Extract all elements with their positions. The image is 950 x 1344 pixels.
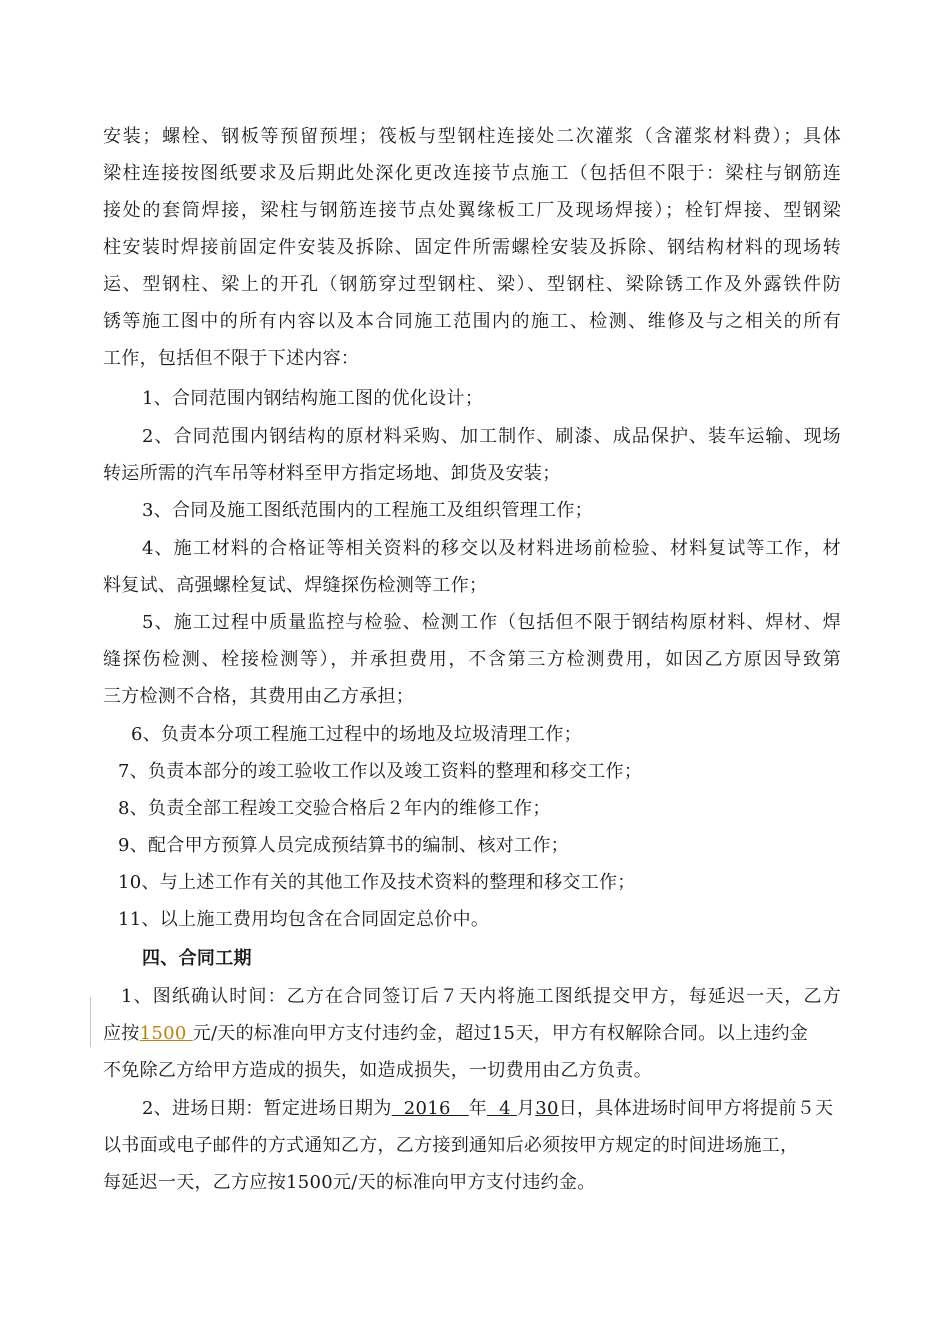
intro-line-5: 运、型钢柱、梁上的开孔（钢筋穿过型钢柱、梁）、型钢柱、梁除锈工作及外露铁件防 — [103, 274, 841, 295]
intro-line-4: 柱安装时焊接前固定件安装及拆除、固定件所需螺栓安装及拆除、钢结构材料的现场转 — [103, 237, 841, 258]
scope-item-9: 9、配合甲方预算人员完成预结算书的编制、核对工作； — [118, 835, 569, 856]
scope-item-4-line-2: 料复试、高强螺栓复试、焊缝探伤检测等工作； — [103, 575, 488, 596]
entry-day: 30 — [535, 1098, 559, 1119]
entry-month: 4 — [487, 1098, 517, 1119]
term-1-line-3: 不免除乙方给甲方造成的损失，如造成损失，一切费用由乙方负责。 — [103, 1060, 652, 1081]
scope-item-5-line-3: 三方检测不合格，其费用由乙方承担； — [103, 686, 415, 707]
scope-item-2-line-2: 转运所需的汽车吊等材料至甲方指定场地、卸货及安装； — [103, 463, 561, 484]
term-1-line-2-prefix: 应按 — [103, 1023, 140, 1044]
scope-item-5-line-1: 5、施工过程中质量监控与检验、检测工作（包括但不限于钢结构原材料、焊材、焊 — [142, 612, 841, 633]
penalty-amount-highlight: 1500 — [139, 1023, 193, 1044]
term-2-line-1-suffix: 日，具体进场时间甲方将提前５天 — [558, 1098, 834, 1119]
scope-item-3: 3、合同及施工图纸范围内的工程施工及组织管理工作； — [142, 500, 593, 521]
intro-line-2: 梁柱连接按图纸要求及后期此处深化更改连接节点施工（包括但不限于：梁柱与钢筋连 — [103, 163, 841, 184]
scope-item-6: 6、负责本分项工程施工过程中的场地及垃圾清理工作； — [131, 724, 582, 745]
year-unit: 年 — [468, 1098, 488, 1119]
month-unit: 月 — [516, 1098, 536, 1119]
scope-item-11: 11、以上施工费用均包含在合同固定总价中。 — [118, 909, 490, 930]
term-1-line-1: 1、图纸确认时间：乙方在合同签订后７天内将施工图纸提交甲方，每延迟一天，乙方 — [121, 986, 841, 1007]
term-2-line-1-prefix: 2、进场日期：暂定进场日期为 — [142, 1098, 392, 1119]
section-heading: 四、合同工期 — [142, 948, 252, 969]
term-2-line-2: 以书面或电子邮件的方式通知乙方，乙方接到通知后必须按甲方规定的时间进场施工， — [103, 1135, 799, 1156]
intro-line-3: 接处的套筒焊接，梁柱与钢筋连接节点处翼缘板工厂及现场焊接）；栓钉焊接、型钢梁 — [103, 200, 841, 221]
scope-item-8: 8、负责全部工程竣工交验合格后２年内的维修工作； — [118, 798, 551, 819]
scope-item-1: 1、合同范围内钢结构施工图的优化设计； — [142, 388, 484, 409]
scope-item-7: 7、负责本部分的竣工验收工作以及竣工资料的整理和移交工作； — [118, 761, 643, 782]
scope-item-2-line-1: 2、合同范围内钢结构的原材料采购、加工制作、刷漆、成品保护、装车运输、现场 — [142, 426, 841, 447]
scope-item-10: 10、与上述工作有关的其他工作及技术资料的整理和移交工作； — [118, 872, 636, 893]
scope-item-4-line-1: 4、施工材料的合格证等相关资料的移交以及材料进场前检验、材料复试等工作，材 — [142, 538, 841, 559]
intro-line-1: 安装；螺栓、钢板等预留预埋；筏板与型钢柱连接处二次灌浆（含灌浆材料费）；具体 — [103, 126, 841, 147]
term-2-line-1 — [142, 1097, 833, 1121]
term-1-line-2-suffix: 元/天的标准向甲方支付违约金，超过15天，甲方有权解除合同。以上违约金 — [192, 1023, 809, 1044]
term-1-line-2 — [103, 1022, 808, 1046]
term-2-line-3: 每延迟一天，乙方应按1500元/天的标准向甲方支付违约金。 — [103, 1172, 596, 1193]
intro-line-6: 锈等施工图中的所有内容以及本合同施工范围内的施工、检测、维修及与之相关的所有 — [103, 311, 841, 332]
entry-year: 2016 — [391, 1098, 469, 1119]
scope-item-5-line-2: 缝探伤检测、栓接检测等），并承担费用，不含第三方检测费用，如因乙方原因导致第 — [103, 649, 841, 670]
revision-margin-mark — [90, 997, 91, 1047]
intro-line-7: 工作，包括但不限于下述内容： — [103, 348, 360, 369]
